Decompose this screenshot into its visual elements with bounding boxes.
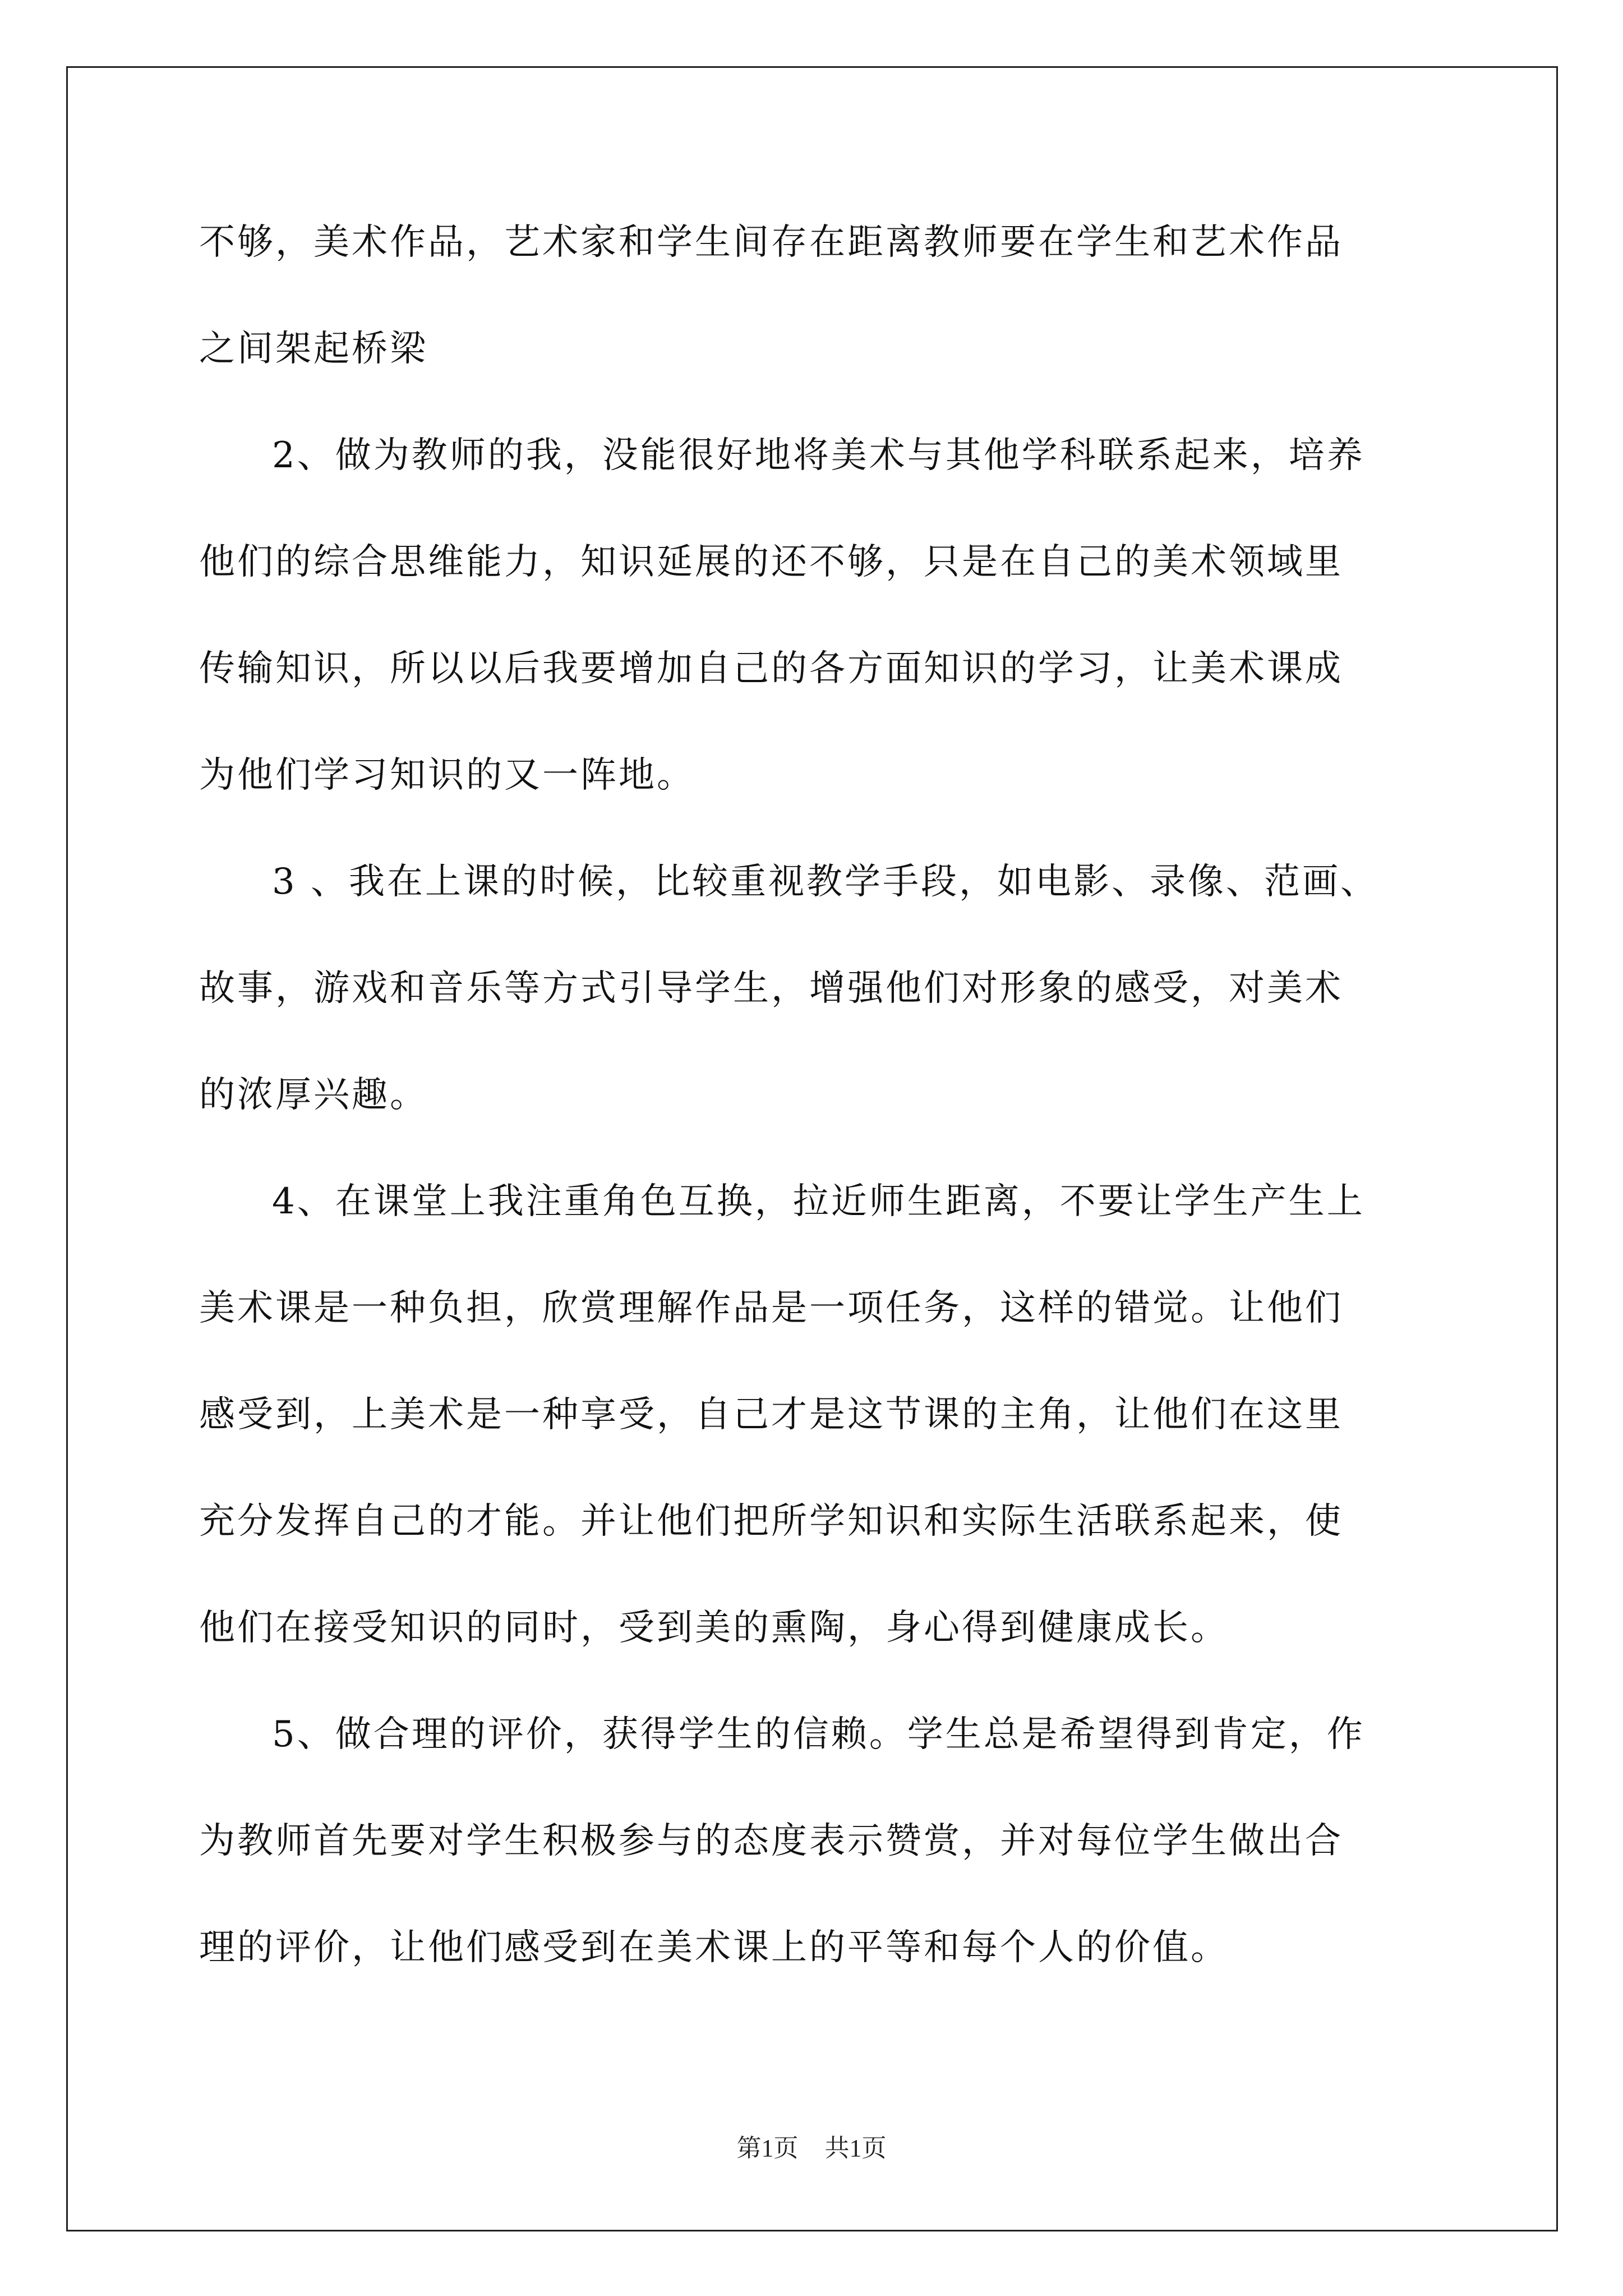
text-line: 美术课是一种负担，欣赏理解作品是一项任务，这样的错觉。让他们 [199,1287,1343,1329]
text-line: 理的评价，让他们感受到在美术课上的平等和每个人的价值。 [199,1927,1229,1968]
page-border [66,66,1558,2231]
text-line: 传输知识，所以以后我要增加自己的各方面知识的学习，让美术课成 [199,648,1343,689]
text-line: 不够，美术作品，艺术家和学生间存在距离教师要在学生和艺术作品 [199,222,1343,263]
text-line: 感受到，上美术是一种享受，自己才是这节课的主角，让他们在这里 [199,1394,1343,1435]
text-line: 他们在接受知识的同时，受到美的熏陶，身心得到健康成长。 [199,1607,1229,1649]
text-line: 5、做合理的评价，获得学生的信赖。学生总是希望得到肯定，作 [272,1714,1365,1755]
text-line: 2、做为教师的我，没能很好地将美术与其他学科联系起来，培养 [272,435,1365,476]
text-line: 的浓厚兴趣。 [199,1074,428,1116]
page-footer [0,2132,1623,2165]
text-line: 他们的综合思维能力，知识延展的还不够，只是在自己的美术领域里 [199,541,1343,583]
page-total: 共1页 [824,2134,887,2162]
text-line: 之间架起桥梁 [199,328,428,370]
text-line: 为教师首先要对学生积极参与的态度表示赞赏，并对每位学生做出合 [199,1820,1343,1862]
text-line: 3 、我在上课的时候，比较重视教学手段，如电影、录像、范画、 [272,861,1379,903]
text-line: 为他们学习知识的又一阵地。 [199,754,695,796]
text-line: 充分发挥自己的才能。并让他们把所学知识和实际生活联系起来，使 [199,1501,1343,1542]
text-line: 故事，游戏和音乐等方式引导学生，增强他们对形象的感受，对美术 [199,968,1343,1009]
text-line: 4、在课堂上我注重角色互换，拉近师生距离，不要让学生产生上 [272,1181,1365,1222]
page-number: 第1页 [736,2134,799,2162]
